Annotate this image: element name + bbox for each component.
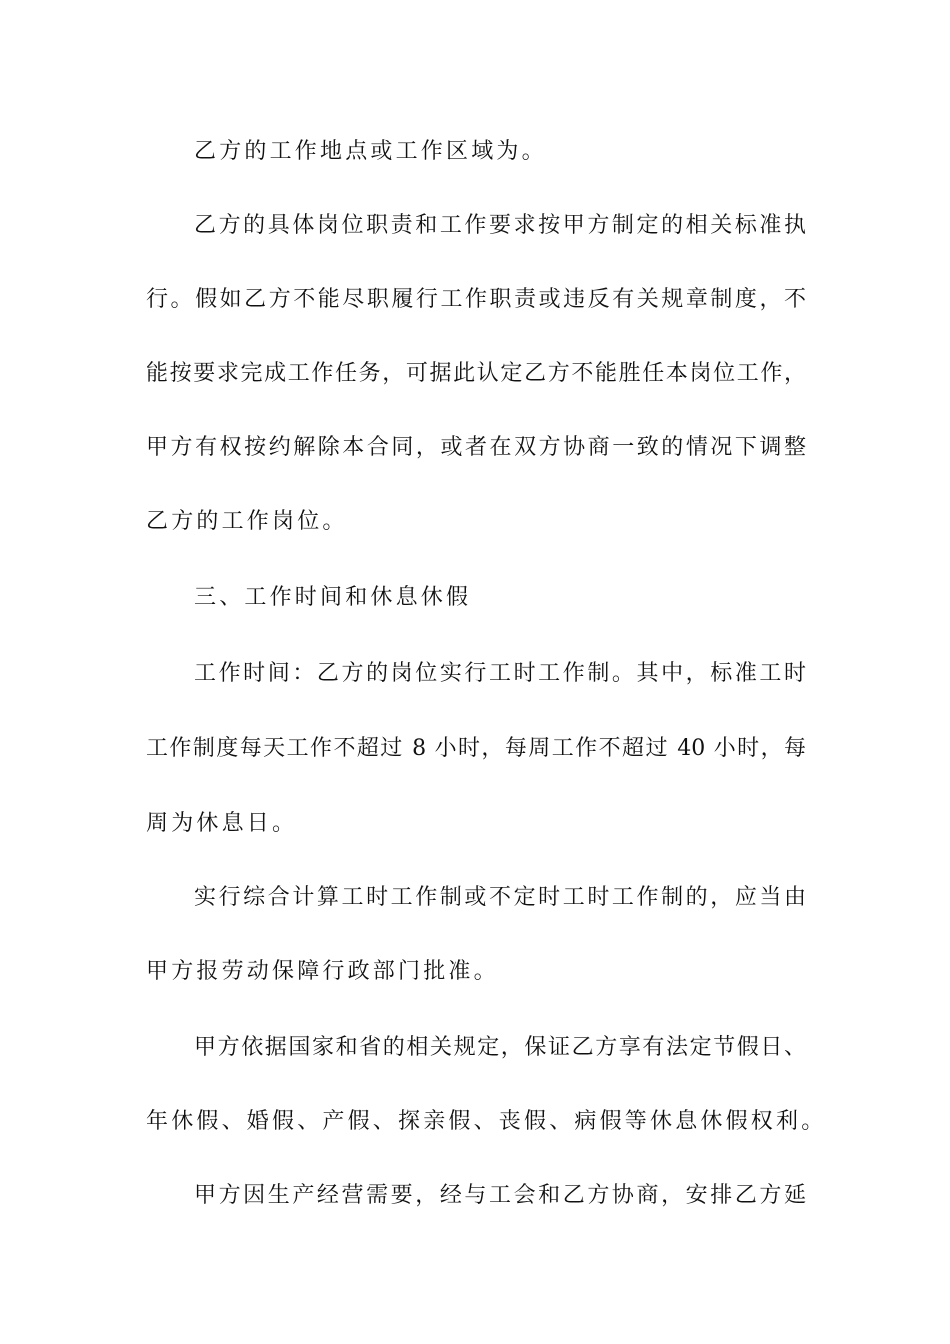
paragraph-job-duties-line-2: 行。假如乙方不能尽职履行工作职责或违反有关规章制度，不 — [146, 287, 806, 312]
paragraph-work-hours-line-3: 周为休息日。 — [146, 811, 298, 836]
paragraph-job-duties-line-1: 乙方的具体岗位职责和工作要求按甲方制定的相关标准执 — [194, 213, 806, 238]
paragraph-work-hours-line-2: 工作制度每天工作不超过 8 小时，每周工作不超过 40 小时，每 — [146, 736, 806, 761]
paragraph-work-location: 乙方的工作地点或工作区域为。 — [194, 139, 547, 164]
paragraph-job-duties-line-5: 乙方的工作岗位。 — [146, 509, 348, 534]
paragraph-work-hours-line-1: 工作时间：乙方的岗位实行工时工作制。其中，标准工时 — [194, 661, 806, 686]
paragraph-comprehensive-hours-line-2: 甲方报劳动保障行政部门批准。 — [146, 959, 499, 984]
section-heading-work-time: 三、工作时间和休息休假 — [194, 585, 472, 610]
paragraph-comprehensive-hours-line-1: 实行综合计算工时工作制或不定时工时工作制的，应当由 — [194, 885, 806, 910]
paragraph-holidays-line-2: 年休假、婚假、产假、探亲假、丧假、病假等休息休假权利。 — [146, 1109, 826, 1134]
paragraph-holidays-line-1: 甲方依据国家和省的相关规定，保证乙方享有法定节假日、 — [194, 1035, 806, 1060]
paragraph-job-duties-line-3: 能按要求完成工作任务，可据此认定乙方不能胜任本岗位工作， — [146, 361, 806, 386]
paragraph-job-duties-line-4: 甲方有权按约解除本合同，或者在双方协商一致的情况下调整 — [146, 435, 806, 460]
paragraph-overtime-line-1: 甲方因生产经营需要，经与工会和乙方协商，安排乙方延 — [194, 1183, 806, 1208]
